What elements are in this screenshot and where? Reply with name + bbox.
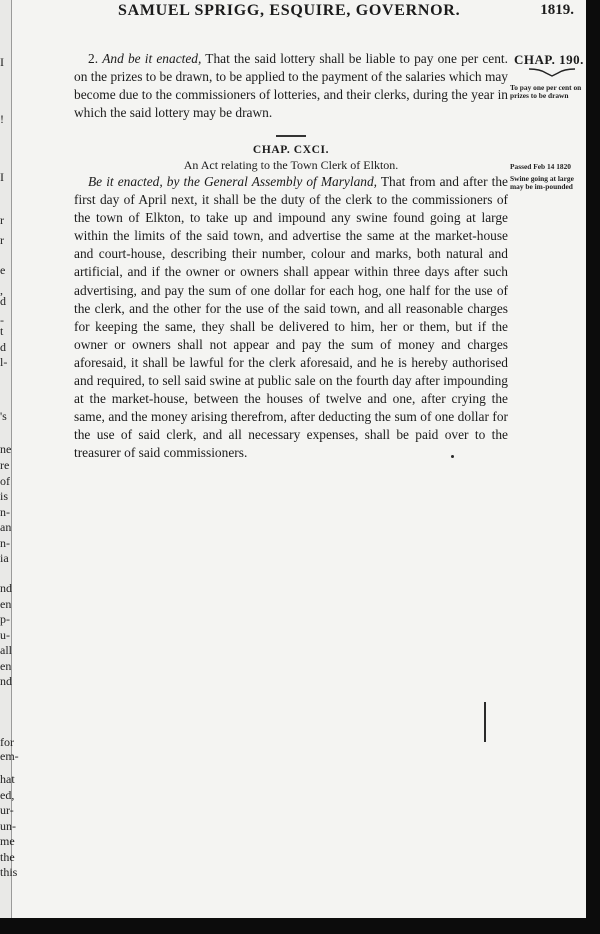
gutter-text-fragment: u- — [0, 628, 10, 642]
page-header — [90, 2, 586, 24]
gutter-text-fragment: ia — [0, 551, 9, 565]
gutter-text-fragment: n- — [0, 536, 10, 550]
gutter-text-fragment: d — [0, 294, 6, 308]
gutter-text-fragment: ur- — [0, 803, 14, 817]
enacting-clause: And be it enacted, — [102, 51, 202, 66]
scan-border-right — [586, 0, 600, 934]
gutter-text-fragment: r — [0, 213, 4, 227]
gutter-text-fragment: un- — [0, 819, 16, 833]
gutter-text-fragment: , — [0, 283, 3, 297]
gutter-text-fragment: nd — [0, 674, 12, 688]
gutter-text-fragment: d — [0, 340, 6, 354]
gutter-text-fragment: e — [0, 263, 6, 277]
section-number: 2. — [88, 51, 99, 66]
gutter-text-fragment: l- — [0, 355, 8, 369]
gutter-text-fragment: an — [0, 520, 12, 534]
gutter-text-fragment: ne — [0, 442, 12, 456]
gutter-text-fragment: of — [0, 474, 10, 488]
gutter-text-fragment: en — [0, 659, 12, 673]
gutter-text-fragment: me — [0, 834, 15, 848]
running-head: SAMUEL SPRIGG, ESQUIRE, GOVERNOR. — [118, 2, 461, 19]
gutter-text-fragment: ed, — [0, 788, 15, 802]
margin-note-lottery: To pay one per cent on prizes to be drawn — [510, 83, 582, 101]
section-1-text: That the said lottery shall be liable to pay one per cent. on the prizes to be drawn, to be applied to the payment of the salaries which may become due to the commissioners of lotteries, and their clerks, during the year in which the said lottery may be drawn. — [74, 51, 508, 121]
gutter-text-fragment: n- — [0, 505, 10, 519]
section-2-text: That from and after the first day of April next, it shall be the duty of the clerk to the commissioners of the town of Elkton, to take up and impound any swine found going at large within the limits of the said town, and advertise the same at the market-house and court-house, describing their number, colour and marks, both natural and artificial, and if the owner or owners shall appear within three days after such advertising, and pay the sum of one dollar for each hog, one half for the use of the clerk, and the other for the use of the said town, and all reasonable charges for keeping the same, they shall be delivered to him, her or them, but if the owner or owners shall not appear and pay the sum of money and charges aforesaid, it shall be lawful for the clerk aforesaid, and he is hereby authorised and required, to sell said swine at public sale on the fourth day after impounding at the market-house, between the houses of twelve and one, after crying the same, and the money arising therefrom, after deducting the sum of one dollar for the use of said clerk, and all necessary expenses, shall be paid over to the treasurer of said commissioners. — [74, 174, 508, 461]
page-year: 1819. — [540, 2, 574, 18]
scan-border-bottom — [0, 918, 600, 934]
margin-note-passed: Passed Feb 14 1820 — [510, 162, 571, 171]
gutter-text-fragment: hat — [0, 772, 15, 786]
act-title: An Act relating to the Town Clerk of Elkton. — [183, 158, 399, 172]
gutter-text-fragment: en — [0, 597, 12, 611]
gutter-text-fragment: r — [0, 233, 4, 247]
gutter-text-fragment: ! — [0, 112, 4, 126]
section-divider-rule — [276, 135, 306, 137]
chapter-heading: CHAP. CXCI. — [252, 144, 330, 156]
gutter-text-fragment: - — [0, 313, 4, 327]
margin-note-swine: Swine going at large may be im-pounded — [510, 174, 574, 192]
gutter-text-fragment: t — [0, 324, 4, 338]
brace-icon — [528, 68, 576, 76]
section-2-paragraph — [74, 173, 508, 463]
gutter-text-fragment: I — [0, 170, 4, 184]
gutter-text-fragment: for — [0, 735, 14, 749]
gutter-text-fragment: p- — [0, 612, 10, 626]
gutter-text-fragment: 's — [0, 409, 7, 423]
gutter-text-fragment: nd — [0, 581, 12, 595]
gutter-text-fragment: is — [0, 489, 9, 503]
gutter-text-fragment: the — [0, 850, 15, 864]
scan-speck — [484, 702, 486, 742]
margin-chapter-number: CHAP. 190. — [514, 52, 584, 67]
section-1-paragraph — [74, 50, 508, 122]
gutter-text-fragment: em- — [0, 749, 19, 763]
gutter-text-fragment: all — [0, 643, 12, 657]
gutter-text-fragment: I — [0, 55, 4, 69]
scan-speck — [451, 455, 454, 458]
gutter-text-fragment: re — [0, 458, 10, 472]
gutter-text-fragment: this — [0, 865, 18, 879]
left-gutter-bleed — [0, 0, 19, 918]
enacting-clause: Be it enacted, by the General Assembly of Maryland, — [88, 174, 378, 189]
